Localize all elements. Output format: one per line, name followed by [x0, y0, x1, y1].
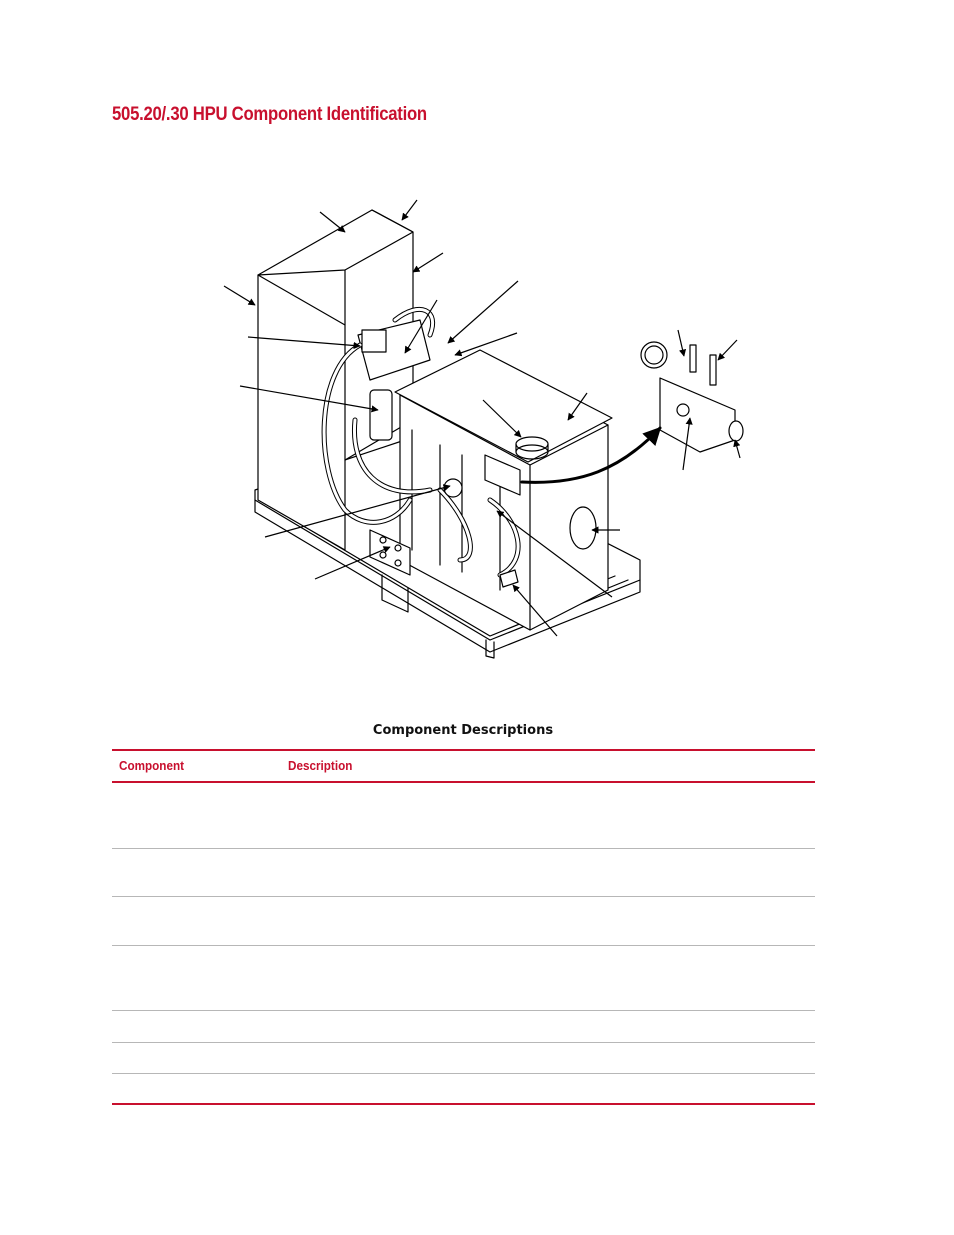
table-row	[112, 1011, 815, 1043]
table-row	[112, 1043, 815, 1074]
hpu-assembly-drawing-icon	[215, 190, 775, 660]
table-row	[112, 783, 815, 849]
page-title: 505.20/.30 HPU Component Identification	[112, 104, 427, 125]
hpu-figure	[215, 190, 775, 660]
column-header-component: Component	[119, 758, 184, 773]
table-caption: Component Descriptions	[372, 723, 554, 738]
table-row	[112, 1074, 815, 1103]
table-row	[112, 946, 815, 1011]
table-header-row	[112, 751, 815, 781]
table-row	[112, 849, 815, 897]
table-row	[112, 897, 815, 946]
table-bottom-rule	[112, 1103, 815, 1105]
component-descriptions-table	[112, 749, 815, 1105]
column-header-description: Description	[288, 758, 353, 773]
